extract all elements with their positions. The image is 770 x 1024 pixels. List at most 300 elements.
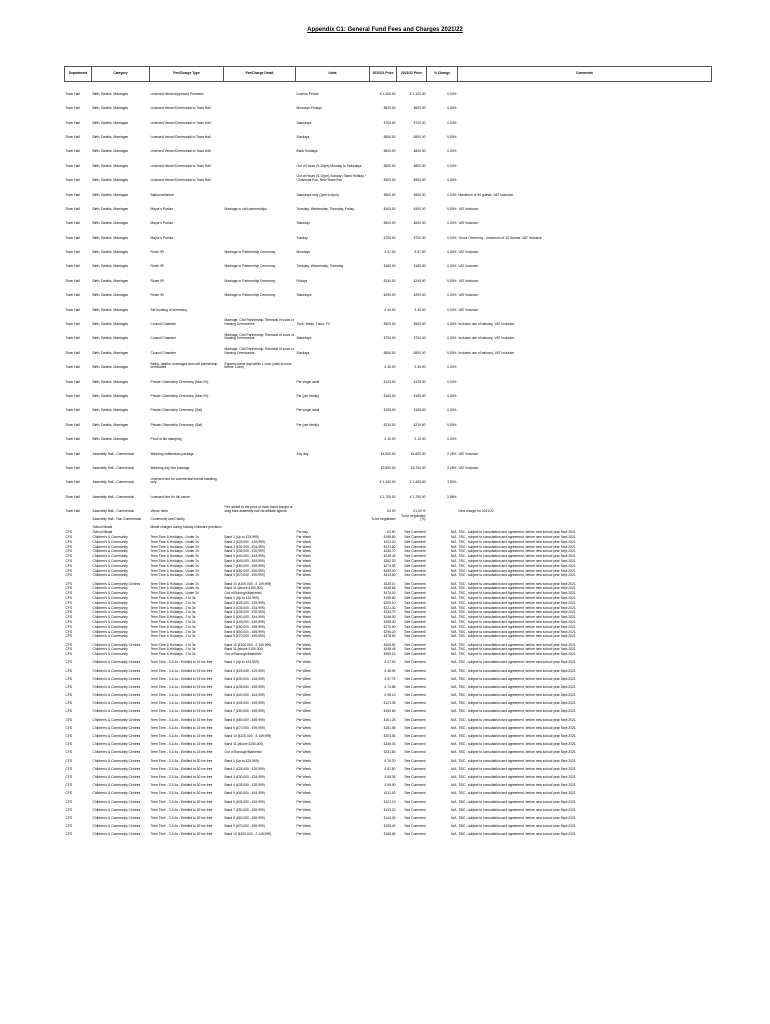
cell-pct-change: 0.00% (447, 235, 457, 240)
cell-pct-change: N/A (451, 684, 457, 689)
cell-units (296, 499, 370, 513)
table-row (65, 673, 712, 681)
cell-price-2021: See Comment (404, 615, 426, 620)
cell-price-2020: £223.80 (383, 544, 396, 549)
cell-fee-detail: Band 2 (£25,000 - £29,999) (224, 600, 265, 605)
cell-fee-detail (224, 413, 296, 427)
cell-price-2020: £474.00 (383, 591, 396, 596)
cell-comments: TBC - subject to consultation and agreement, before new school year Sept 2021 (458, 600, 576, 605)
cell-pct-change: N/A (451, 544, 457, 549)
cell-pct-change: N/A (451, 758, 457, 763)
cell-fee-type: Term Time & Holidays - Under 2s (150, 568, 199, 573)
table-row (65, 514, 712, 522)
cell-category: Children's & Community Centres (92, 774, 141, 779)
cell-fee-type: Term Time - 3 & 4s - Entitled to 15 hrs free (150, 693, 213, 698)
cell-pct-change: N/A (451, 600, 457, 605)
cell-fee-type: Term Time & Holidays - Under 2s (150, 581, 199, 586)
cell-units: Per Week (296, 586, 311, 591)
cell-price-2020: £ 76.20 (384, 758, 396, 763)
cell-units: Per Week (296, 629, 311, 634)
cell-category: Assembly Hall - Non Commercial (92, 517, 141, 522)
cell-price-2021: See Comment (404, 725, 426, 730)
cell-category: Children's & Community Centres (92, 815, 141, 820)
cell-comments: TBC - subject to consultation and agreement, before new school year Sept 2021 (458, 549, 576, 554)
cell-price-2020: £ 57.00 (384, 250, 396, 255)
cell-price-2021: £1.00 % (413, 509, 426, 514)
cell-pct-change: 0.00% (447, 134, 457, 139)
cell-price-2020: £800.00 (383, 350, 396, 355)
col-header-price-2021: 2021/22 Price (397, 67, 427, 82)
cell-units: Per Week (296, 660, 311, 665)
cell-pct-change: 0.00% (447, 422, 457, 427)
cell-fee-type: Term Time - 3 & 4s - Entitled to 15 hrs free (150, 709, 213, 714)
table-row (65, 240, 712, 254)
cell-price-2020: £196.80 (383, 596, 396, 601)
cell-fee-type: Term Time & Holidays - Under 2s (150, 591, 199, 596)
cell-department: Town Hall (65, 350, 80, 355)
cell-price-2021: See Comment (404, 563, 426, 568)
cell-fee-detail: Band 2 (£25,000 - £29,999) (224, 766, 265, 771)
cell-comments: VAT Inclusive (458, 250, 479, 255)
cell-price-2021: See Comment (404, 742, 426, 747)
cell-fee-type: Term Time - 3 & 4s - Entitled to 30 hrs free (150, 832, 213, 837)
cell-comments (458, 413, 712, 427)
cell-price-2020: £121.35 (383, 701, 396, 706)
cell-units: Per Week (296, 624, 311, 629)
table-row (65, 706, 712, 714)
cell-units: Per Week (296, 549, 311, 554)
cell-category: Children's & Community (92, 535, 128, 540)
cell-comments: TBC - subject to consultation and agreement, before new school year Sept 2021 (458, 559, 576, 564)
cell-fee-type: Term Time - 3 & 4s - Entitled to 30 hrs free (150, 774, 213, 779)
cell-fee-type: Licensed Venue/Ceremonial to Town Hall (150, 149, 211, 154)
cell-category: Children's & Community Centres (92, 791, 141, 796)
cell-price-2020: £122.10 (383, 799, 396, 804)
cell-pct-change: N/A (451, 676, 457, 681)
table-row (65, 780, 712, 788)
cell-category: Children's & Community (92, 629, 128, 634)
table-row (65, 747, 712, 755)
cell-comments: TBC - subject to consultation and agreement, before new school year Sept 2021 (458, 742, 576, 747)
cell-price-2020: £ 35.00 (384, 365, 396, 370)
cell-category: Birth, Deaths, Marriages (92, 264, 129, 269)
cell-units (296, 456, 370, 470)
cell-category: Children's & Community Centres (92, 642, 141, 647)
cell-pct-change: N/A (451, 573, 457, 578)
cell-fee-type: Term Time & Holidays - 2 to 3s (150, 634, 196, 639)
header-row (65, 67, 712, 82)
cell-price-2020: £161.25 (383, 717, 396, 722)
cell-pct-change: N/A (451, 586, 457, 591)
cell-price-2020: £425.10 (383, 581, 396, 586)
cell-pct-change: N/A (451, 596, 457, 601)
cell-units: Per Week (296, 774, 311, 779)
cell-category: Birth, Deaths, Marriages (92, 149, 129, 154)
col-header-price-2020: 2020/21 Price (370, 67, 397, 82)
cell-comments (458, 370, 712, 384)
cell-fee-detail (224, 111, 296, 125)
cell-department: CFS (65, 652, 73, 657)
cell-fee-type: Licensed Venue/Approved Premises (150, 91, 204, 96)
cell-units: Out of Hours (5-10pm) Sunday / Bank Holiday / Christmas Eve, New Years Eve (296, 174, 366, 183)
cell-fee-type: Venue hires (150, 509, 168, 514)
cell-units: Per Week (296, 615, 311, 620)
cell-category: Children's & Community (92, 544, 128, 549)
cell-comments: TBC - subject to consultation and agreement, before new school year Sept 2021 (458, 799, 576, 804)
cell-department: CFS (65, 684, 73, 689)
cell-comments: TBC - subject to consultation and agreement, before new school year Sept 2021 (458, 591, 576, 596)
cell-pct-change: N/A (451, 815, 457, 820)
cell-pct-change (427, 522, 458, 530)
cell-price-2020: £ 99.90 (384, 783, 396, 788)
cell-pct-change: N/A (451, 783, 457, 788)
cell-category: Children's & Community Centres (92, 701, 141, 706)
cell-fee-type: Term Time - 3 & 4s - Entitled to 30 hrs free (150, 824, 213, 829)
cell-fee-type: Term Time & Holidays - Under 2s (150, 539, 199, 544)
cell-fee-detail: Band 8 (£60,000 - £69,999) (224, 815, 265, 820)
cell-comments: VAT Inclusive (458, 293, 479, 298)
table-row (65, 168, 712, 182)
cell-price-2021: See Comment (404, 600, 426, 605)
table-row (65, 578, 712, 586)
cell-comments: TBC - subject to consultation and agreement, before new school year Sept 2021 (458, 634, 576, 639)
table-row (65, 427, 712, 441)
cell-fee-detail: Band 6 (£45,000 - £49,999) (224, 559, 265, 564)
cell-units: Per Week (296, 791, 311, 796)
cell-fee-detail: Band 9 (£70,000 - £99,999) (224, 573, 265, 578)
table-row (65, 283, 712, 297)
cell-fee-detail (224, 522, 296, 530)
cell-pct-change: 0.00% (447, 393, 457, 398)
cell-comments: TBC - subject to consultation and agreement, before new school year Sept 2021 (458, 605, 576, 610)
cell-fee-type: Term Time & Holidays - Under 2s (150, 535, 199, 540)
cell-department: Town Hall (65, 250, 80, 255)
cell-fee-type: Term Time & Holidays - 2 to 3s (150, 642, 196, 647)
cell-department: Town Hall (65, 365, 80, 370)
cell-pct-change: 2.26% (447, 451, 457, 456)
cell-category: Birth, Deaths, Marriages (92, 307, 129, 312)
cell-price-2021: See Comment (404, 709, 426, 714)
cell-category: Birth, Deaths, Marriages (92, 278, 129, 283)
table-row (65, 226, 712, 240)
table-row (65, 370, 712, 384)
cell-fee-type: Mayor's Parlour (150, 206, 174, 211)
cell-department: CFS (65, 750, 73, 755)
cell-department: Town Hall (65, 437, 80, 442)
cell-price-2021: £700.00 (413, 336, 426, 341)
cell-category: Children's & Community Centres (92, 832, 141, 837)
cell-fee-detail: Band 9 (£70,000 - £99,999) (224, 725, 265, 730)
cell-fee-detail: Band 7 (£50,000 - £59,999) (224, 709, 265, 714)
cell-fee-detail (224, 226, 296, 240)
cell-price-2020: £331.80 (383, 750, 396, 755)
cell-category: Birth, Deaths, Marriages (92, 192, 129, 197)
cell-fee-type: Community use/Charity (150, 517, 185, 522)
table-row (65, 413, 712, 427)
cell-price-2021: £620.00 (413, 106, 426, 111)
cell-price-2020: £295.20 (383, 629, 396, 634)
table-row (65, 212, 712, 226)
cell-units: Per Week (296, 750, 311, 755)
cell-category: Children's & Community (92, 605, 128, 610)
cell-comments (458, 522, 712, 530)
cell-category: Children's & Community (92, 647, 128, 652)
cell-fee-detail (224, 96, 296, 110)
cell-units: Per Week (296, 717, 311, 722)
cell-comments: VAT Inclusive (458, 264, 479, 269)
cell-units: Per Week (296, 832, 311, 837)
cell-comments: TBC - subject to consultation and agreement, before new school year Sept 2021 (458, 791, 576, 796)
cell-category: Birth, Deaths, Marriages (92, 336, 129, 341)
cell-fee-type: Licensed hire for commercial events standing only (150, 476, 217, 485)
cell-price-2020: £ 98.10 (384, 693, 396, 698)
cell-price-2020: £144.30 (383, 815, 396, 820)
col-header-pct-change: % Change (427, 67, 458, 82)
cell-department: Town Hall (65, 106, 80, 111)
cell-category: Children's & Community Centres (92, 783, 141, 788)
cell-price-2021: See Comment (404, 668, 426, 673)
cell-comments (458, 471, 712, 485)
cell-department: CFS (65, 554, 73, 559)
table-row (65, 96, 712, 110)
cell-category: Children's & Community Centres (92, 742, 141, 747)
cell-pct-change: N/A (451, 629, 457, 634)
cell-fee-detail: Marriage, Civil Partnership, Renewal of vows or Naming Ceremonies (224, 332, 294, 341)
cell-category: Children's & Community (92, 652, 128, 657)
cell-department: CFS (65, 668, 73, 673)
cell-price-2020: £ 88.35 (384, 774, 396, 779)
cell-fee-type: Term Time & Holidays - Under 2s (150, 563, 199, 568)
cell-price-2021: £ 35.00 (414, 365, 426, 370)
cell-units: Per Week (296, 610, 311, 615)
cell-fee-type: Term Time & Holidays - 2 to 3s (150, 624, 196, 629)
cell-category: Children's & Community Centres (92, 725, 141, 730)
cell-comments (458, 96, 712, 110)
cell-comments: TBC - subject to consultation and agreement, before new school year Sept 2021 (458, 668, 576, 673)
cell-fee-detail (224, 456, 296, 470)
cell-fee-type: Term Time - 3 & 4s - Entitled to 15 hrs free (150, 742, 213, 747)
cell-pct-change: N/A (451, 568, 457, 573)
cell-department: Town Hall (65, 393, 80, 398)
cell-fee-type: Term Time & Holidays - Under 2s (150, 559, 199, 564)
cell-pct-change: 0.00% (447, 293, 457, 298)
cell-department: CFS (65, 605, 73, 610)
cell-price-2021: See Comment (404, 624, 426, 629)
cell-fee-detail: Band 7 (£50,000 - £59,999) (224, 807, 265, 812)
cell-comments: TBC - subject to consultation and agreement, before new school year Sept 2021 (458, 581, 576, 586)
cell-comments: TBC - subject to consultation and agreement, before new school year Sept 2021 (458, 815, 576, 820)
cell-pct-change: N/A (451, 539, 457, 544)
cell-units: Per Week (296, 591, 311, 596)
cell-pct-change: N/A (451, 766, 457, 771)
cell-price-2020: £240.00 (383, 278, 396, 283)
cell-category: Children's & Community Centres (92, 734, 141, 739)
cell-fee-type: Term Time & Holidays - 2 to 3s (150, 647, 196, 652)
cell-category: Birth, Deaths, Marriages (92, 437, 129, 442)
cell-department: CFS (65, 624, 73, 629)
table-row (65, 154, 712, 168)
cell-price-2020: £180.00 (383, 393, 396, 398)
cell-category: Birth, Deaths, Marriages (92, 91, 129, 96)
cell-department: CFS (65, 563, 73, 568)
cell-comments (458, 485, 712, 499)
cell-department: CFS (65, 709, 73, 714)
cell-price-2020: £412.80 (383, 573, 396, 578)
cell-price-2021: £180.00 (413, 264, 426, 269)
cell-fee-detail: Marriage or Partnership Ceremony (224, 293, 276, 298)
cell-units: Per Week (296, 709, 311, 714)
cell-price-2020: £211.20 (383, 539, 396, 544)
cell-price-2020: £258.30 (383, 620, 396, 624)
cell-department: Town Hall (65, 307, 80, 312)
cell-comments: TBC - subject to consultation and agreement, before new school year Sept 2021 (458, 774, 576, 779)
cell-fee-detail: Band 11 (above £150,000) (224, 742, 264, 747)
cell-category: Birth, Deaths, Marriages (92, 178, 129, 183)
cell-pct-change: N/A (451, 824, 457, 829)
cell-fee-type: Term Time & Holidays - 2 to 3s (150, 615, 196, 620)
cell-fee-type: Licensed Venue/Ceremonial to Town Hall (150, 134, 211, 139)
cell-comments: TBC - subject to consultation and agreement, before new school year Sept 2021 (458, 629, 576, 634)
cell-department: Town Hall (65, 134, 80, 139)
cell-category: Birth, Deaths, Marriages (92, 408, 129, 413)
cell-department: CFS (65, 766, 73, 771)
cell-fee-type: Meals charges during holiday childcare provision (150, 525, 222, 530)
cell-fee-detail: Band 5 (£40,000 - £44,999) (224, 693, 265, 698)
cell-units: Per Week (296, 544, 311, 549)
cell-price-2020: £236.70 (383, 549, 396, 554)
cell-units: Per Week (296, 539, 311, 544)
cell-fee-detail (224, 125, 296, 139)
cell-category: Children's & Community Centres (92, 668, 141, 673)
cell-comments (458, 125, 712, 139)
cell-department: Town Hall (65, 408, 80, 413)
cell-pct-change: N/A (451, 620, 457, 624)
table-row (65, 298, 712, 312)
cell-category: Birth, Deaths, Marriages (92, 393, 129, 398)
cell-department: CFS (65, 799, 73, 804)
cell-department: Town Hall (65, 336, 80, 341)
cell-comments: TBC - subject to consultation and agreement, before new school year Sept 2021 (458, 544, 576, 549)
cell-department: Town Hall (65, 120, 80, 125)
cell-comments: Includes use of balcony, VAT Inclusive (458, 336, 515, 341)
cell-department: CFS (65, 544, 73, 549)
cell-comments: TBC - subject to consultation and agreement, before new school year Sept 2021 (458, 539, 576, 544)
cell-comments: TBC - subject to consultation and agreement, before new school year Sept 2021 (458, 610, 576, 615)
cell-fee-detail: Out of Borough/Marketed (224, 591, 262, 596)
cell-category: Birth, Deaths, Marriages (92, 322, 129, 327)
cell-comments: TBC - subject to consultation and agreement, before new school year Sept 2021 (458, 642, 576, 647)
cell-price-2021: £180.00 (413, 393, 426, 398)
cell-fee-detail (224, 140, 296, 154)
cell-department: CFS (65, 530, 73, 535)
cell-category: Children's & Community (92, 620, 128, 624)
cell-price-2021: See Comment (404, 684, 426, 689)
cell-pct-change: 0.00% (447, 336, 457, 341)
cell-department: CFS (65, 634, 73, 639)
cell-pct-change: N/A (451, 554, 457, 559)
cell-price-2020: £150.60 (383, 709, 396, 714)
table-row (65, 183, 712, 197)
cell-comments (458, 154, 712, 168)
cell-pct-change (427, 499, 458, 513)
table-row (65, 269, 712, 283)
cell-fee-type: Council Chamber (150, 350, 176, 355)
cell-comments: TBC - subject to consultation and agreement, before new school year Sept 2021 (458, 568, 576, 573)
cell-price-2021: £4,600.00 (410, 451, 426, 456)
cell-category: Children's & Community (92, 539, 128, 544)
table-row (65, 522, 712, 530)
col-header-units: Units (296, 67, 370, 82)
cell-units: Per Week (296, 559, 311, 564)
cell-units: Per Week (296, 815, 311, 820)
cell-pct-change: N/A (451, 750, 457, 755)
cell-fee-type: Council Chamber (150, 322, 176, 327)
cell-price-2021: See Comment (404, 573, 426, 578)
cell-category: Birth, Deaths, Marriages (92, 206, 129, 211)
cell-fee-type: Term Time - 3 & 4s - Entitled to 15 hrs free (150, 717, 213, 722)
cell-category: School Meals (92, 530, 113, 535)
cell-department: CFS (65, 807, 73, 812)
cell-price-2020: £133.20 (383, 807, 396, 812)
cell-price-2020: £125.00 (383, 379, 396, 384)
cell-category: Birth, Deaths, Marriages (92, 422, 129, 427)
cell-fee-detail: Band 1 (Up to £24,999) (224, 660, 259, 665)
cell-fee-detail: Band 5 (£40,000 - £44,999) (224, 615, 265, 620)
cell-fee-detail: Out of Borough/Marketed (224, 750, 262, 755)
cell-price-2021: £3,700.00 (410, 465, 426, 470)
cell-price-2020: £299.40 (383, 568, 396, 573)
table-row (65, 739, 712, 747)
cell-fee-detail (224, 183, 296, 197)
cell-pct-change: 2.86% (447, 494, 457, 499)
cell-pct-change: 0.00% (447, 350, 457, 355)
cell-units: Per Week (296, 701, 311, 706)
cell-fee-detail: Band 1 (Up to £24,999) (224, 535, 259, 540)
cell-pct-change: N/A (451, 535, 457, 540)
cell-price-2021: £ 40.00 (414, 307, 426, 312)
cell-price-2020: £210.00 (383, 422, 396, 427)
cell-fee-detail (224, 370, 296, 384)
cell-comments (458, 111, 712, 125)
cell-fee-detail: Band 8 (£60,000 - £69,999) (224, 629, 265, 634)
table-row (65, 485, 712, 499)
cell-fee-detail: Band 8 (£60,000 - £69,999) (224, 717, 265, 722)
cell-price-2020 (370, 522, 397, 530)
cell-pct-change: N/A (451, 563, 457, 568)
cell-comments: TBC - subject to consultation and agreement, before new school year Sept 2021 (458, 660, 576, 665)
cell-fee-type: Room 99 (150, 293, 164, 298)
cell-fee-detail: Band 10 (£100,000 - £ 149,999) (224, 734, 272, 739)
cell-comments: TBC - subject to consultation and agreement, before new school year Sept 2021 (458, 758, 576, 763)
cell-units: Mondays-Fridays (296, 106, 322, 111)
cell-fee-detail: Marriage or Partnership Ceremony (224, 250, 276, 255)
cell-price-2021: See Comment (404, 544, 426, 549)
cell-units: Per Week (296, 642, 311, 647)
cell-units: Saturdays (296, 336, 312, 341)
cell-units: Per day (296, 530, 308, 535)
cell-comments: VAT Inclusive (458, 451, 479, 456)
cell-price-2020: £3,500.00 (380, 465, 396, 470)
cell-price-2021: See Comment (404, 535, 426, 540)
cell-pct-change: 2.26% (447, 465, 457, 470)
cell-fee-detail: Express same day within 1 hour (walk-in once before 11am) (224, 361, 292, 370)
cell-department: CFS (65, 559, 73, 564)
cell-price-2021: See Comment (404, 634, 426, 639)
cell-fee-type: Term Time & Holidays - 2 to 3s (150, 600, 196, 605)
cell-price-2021: £290.00 (413, 293, 426, 298)
cell-fee-detail (224, 514, 296, 522)
cell-fee-type: Licensed Venue/Ceremonial to Town Hall (150, 120, 211, 125)
